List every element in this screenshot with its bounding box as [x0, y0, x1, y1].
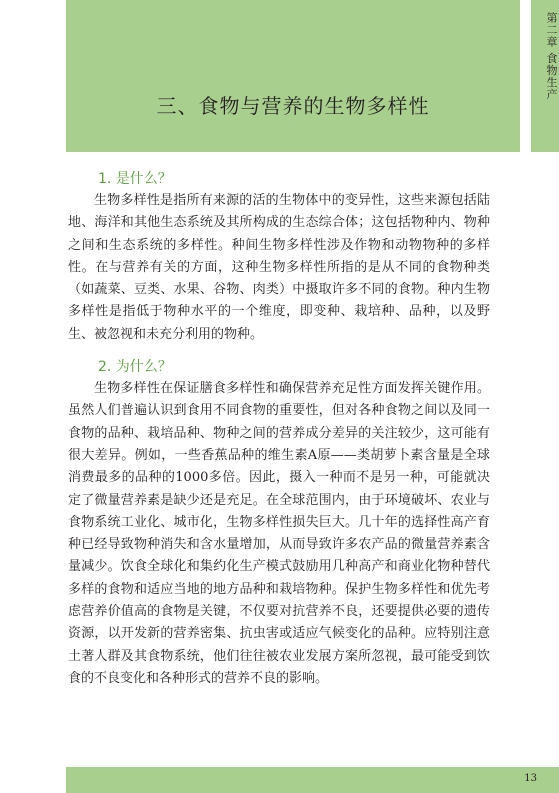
- paragraph-what: 生物多样性是指所有来源的活的生物体中的变异性，这些来源包括陆地、海洋和其他生态系统及其所构成的生态综合体；这包括物种内、物种之间和生态系统的多样性。种间生物多样性涉及作物和动物物种的多样性。在与营养有关的方面，这种生物多样性所指的是从不同的食物种类（如蔬菜、豆类、水果、谷物、肉类）中摄取许多不同的食物。种内生物多样性是指低于物种水平的一个维度，即变种、栽培种、品种，以及野生、被忽视和未充分利用的物种。: [68, 193, 490, 342]
- chapter-side-tab-label: 第二章 食物生产: [545, 12, 558, 101]
- paragraph-why: 生物多样性在保证膳食多样性和确保营养充足性方面发挥关键作用。虽然人们普遍认识到食用不同食物的重要性，但对各种食物之间以及同一食物的品种、栽培品种、物种之间的营养成分差异的关注较少，这可能有很大差异。例如，一些香蕉品种的维生素A原——类胡萝卜素含量是全球消费最多的品种的1000多倍。因此，摄入一种而不是另一种，可能就决定了微量营养素是缺少还是充足。在全球范围内，由于环境破坏、农业与食物系统工业化、城市化，生物多样性损失巨大。几十年的选择性高产育种已经导致物种消失和含水量增加，从而导致许多农产品的微量营养素含量减少。饮食全球化和集约化生产模式鼓励用几种高产和商业化物种替代多样的食物和适应当地的地方品种和栽培物种。保护生物多样性和优先考虑营养价值高的食物是关键，不仅要对抗营养不良，还要提供必要的遗传资源，以开发新的营养密集、抗虫害或适应气候变化的品种。应特别注意土著人群及其食物系统，他们往往被农业发展方案所忽视，最可能受到饮食的不良变化和各种形式的营养不良的影响。: [68, 381, 490, 686]
- section-title: 三、食物与营养的生物多样性: [156, 94, 430, 118]
- page-number: 13: [524, 773, 537, 784]
- section-heading-what: 1. 是什么？: [98, 171, 172, 187]
- section-heading-why: 2. 为什么？: [98, 359, 172, 376]
- main-content: [68, 160, 490, 690]
- footer-band: [66, 767, 559, 793]
- title-banner: [66, 0, 520, 152]
- chapter-side-tab: [531, 0, 559, 152]
